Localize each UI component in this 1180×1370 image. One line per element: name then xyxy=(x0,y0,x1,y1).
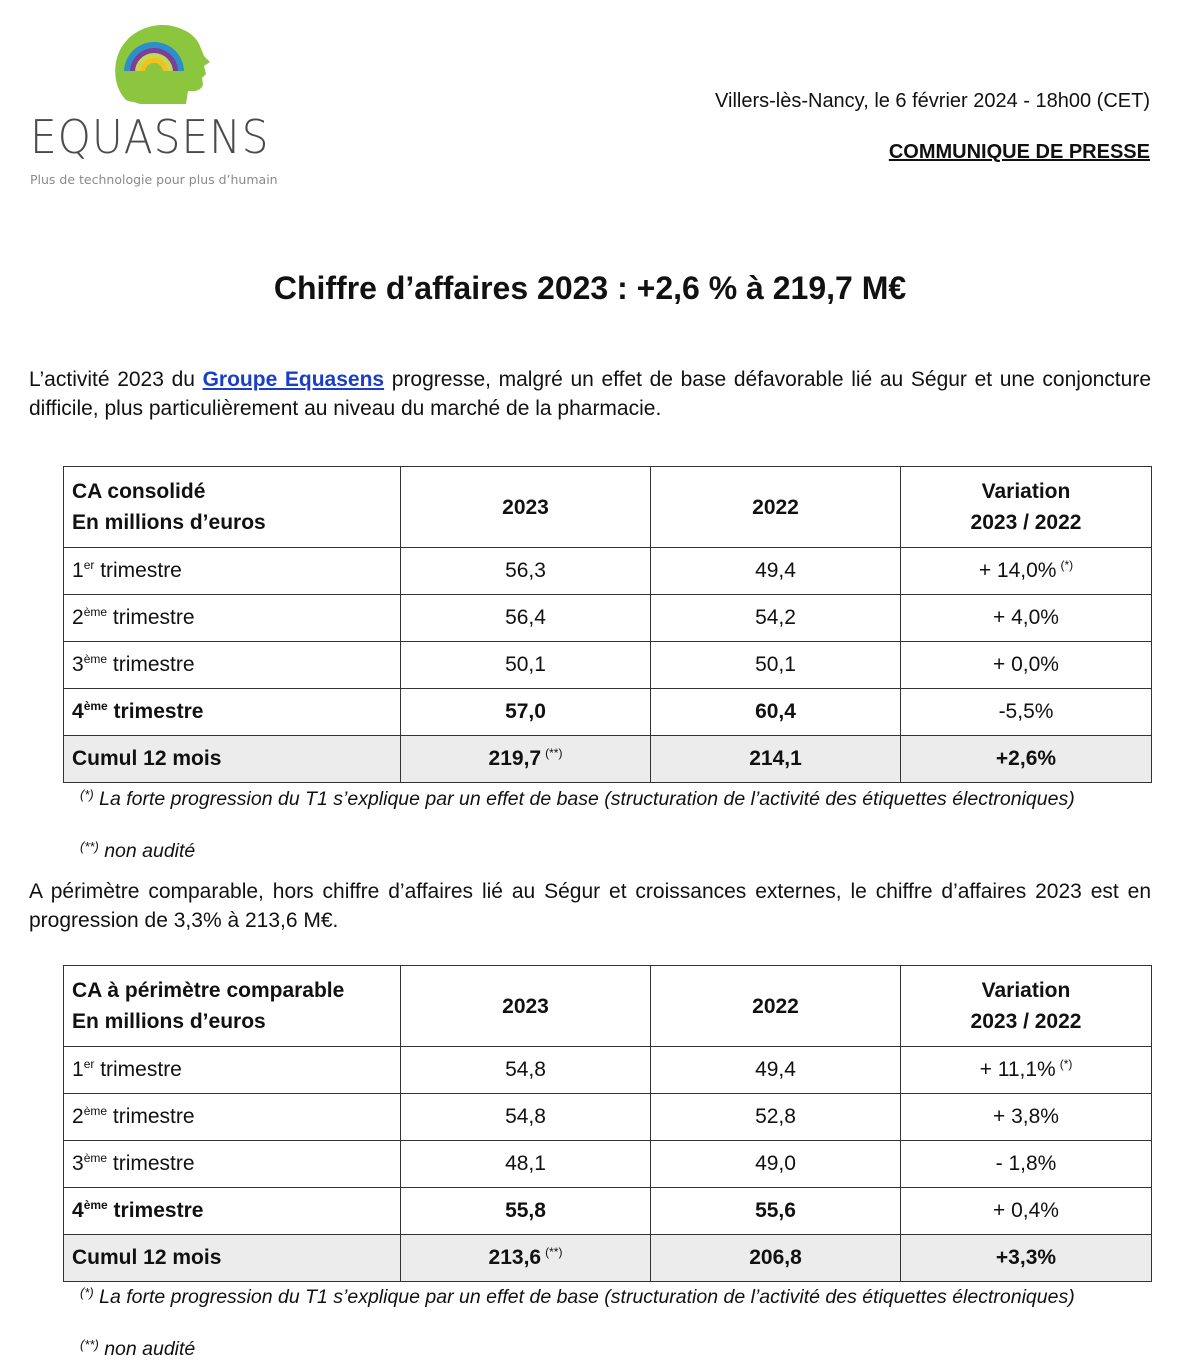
value-2023: 56,4 xyxy=(401,595,651,642)
table-header-row xyxy=(64,467,1152,548)
value-2022: 52,8 xyxy=(651,1094,901,1141)
press-release-label: COMMUNIQUE DE PRESSE xyxy=(888,141,1150,163)
dateline: Villers-lès-Nancy, le 6 février 2024 - 18h00 (CET) xyxy=(715,90,1150,112)
table-row xyxy=(64,1141,1152,1188)
page-title: Chiffre d’affaires 2023 : +2,6 % à 219,7 M€ xyxy=(273,270,907,306)
table-row xyxy=(64,642,1152,689)
value-2022: 50,1 xyxy=(651,642,901,689)
footnote-t1: (*) La forte progression du T1 s’explique par un effet de base (structuration de l’activité des étiquettes électroniques) xyxy=(80,1285,1075,1308)
row-label: 1er trimestre xyxy=(64,548,401,595)
row-label: 4ème trimestre xyxy=(64,1188,401,1235)
table-row xyxy=(64,548,1152,595)
table-header-row xyxy=(64,966,1152,1047)
value-variation: -5,5% xyxy=(901,689,1152,736)
comparable-scope-paragraph: A périmètre comparable, hors chiffre d’affaires lié au Ségur et croissances externes, le chiffre d’affaires 2023 est en progression de 3,3% à 213,6 M€. xyxy=(29,880,1151,932)
total-label: Cumul 12 mois xyxy=(64,1235,401,1282)
total-2022: 214,1 xyxy=(651,736,901,783)
consolidated-revenue-table xyxy=(63,466,1152,783)
value-variation: - 1,8% xyxy=(901,1141,1152,1188)
logo-tagline: Plus de technologie pour plus d’humain xyxy=(30,172,278,187)
value-2023: 50,1 xyxy=(401,642,651,689)
footnote-not-audited: (**) non audité xyxy=(80,1337,196,1360)
value-variation: + 4,0% xyxy=(901,595,1152,642)
label-column-header: CA consolidé En millions d’euros xyxy=(64,467,401,548)
value-2022: 49,4 xyxy=(651,548,901,595)
total-variation: +3,3% xyxy=(901,1235,1152,1282)
total-row xyxy=(64,1235,1152,1282)
total-2023: 213,6 (**) xyxy=(401,1235,651,1282)
column-header-2023: 2023 xyxy=(401,467,651,548)
value-variation: + 14,0% (*) xyxy=(901,548,1152,595)
value-2023: 54,8 xyxy=(401,1047,651,1094)
comparable-revenue-table xyxy=(63,965,1152,1282)
row-label: 2ème trimestre xyxy=(64,595,401,642)
value-2022: 60,4 xyxy=(651,689,901,736)
total-2023: 219,7 (**) xyxy=(401,736,651,783)
total-label: Cumul 12 mois xyxy=(64,736,401,783)
column-header-2022: 2022 xyxy=(651,467,901,548)
table-row xyxy=(64,1047,1152,1094)
column-header-2023: 2023 xyxy=(401,966,651,1047)
value-2022: 49,4 xyxy=(651,1047,901,1094)
value-2023: 56,3 xyxy=(401,548,651,595)
footnote-t1: (*) La forte progression du T1 s’explique par un effet de base (structuration de l’activité des étiquettes électroniques) xyxy=(80,787,1075,810)
row-label: 1er trimestre xyxy=(64,1047,401,1094)
column-header-variation: Variation 2023 / 2022 xyxy=(901,467,1152,548)
table-row xyxy=(64,1188,1152,1235)
company-logo xyxy=(28,22,288,192)
value-2022: 54,2 xyxy=(651,595,901,642)
value-variation: + 0,0% xyxy=(901,642,1152,689)
intro-paragraph: L’activité 2023 du Groupe Equasens progresse, malgré un effet de base défavorable lié au Ségur et une conjoncture difficile, plus particulièrement au niveau du marché de la pharmacie. xyxy=(29,368,1151,420)
table-row xyxy=(64,1094,1152,1141)
value-2023: 55,8 xyxy=(401,1188,651,1235)
total-row xyxy=(64,736,1152,783)
value-variation: + 11,1% (*) xyxy=(901,1047,1152,1094)
table-row xyxy=(64,689,1152,736)
value-2023: 48,1 xyxy=(401,1141,651,1188)
value-2023: 54,8 xyxy=(401,1094,651,1141)
total-2022: 206,8 xyxy=(651,1235,901,1282)
value-variation: + 0,4% xyxy=(901,1188,1152,1235)
head-profile-icon xyxy=(106,22,216,108)
value-2023: 57,0 xyxy=(401,689,651,736)
value-variation: + 3,8% xyxy=(901,1094,1152,1141)
row-label: 3ème trimestre xyxy=(64,1141,401,1188)
table-row xyxy=(64,595,1152,642)
row-label: 3ème trimestre xyxy=(64,642,401,689)
value-2022: 49,0 xyxy=(651,1141,901,1188)
label-column-header: CA à périmètre comparable En millions d’euros xyxy=(64,966,401,1047)
groupe-equasens-link[interactable]: Groupe Equasens xyxy=(202,368,385,391)
logo-wordmark: EQUASENS xyxy=(30,110,270,164)
column-header-2022: 2022 xyxy=(651,966,901,1047)
value-2022: 55,6 xyxy=(651,1188,901,1235)
row-label: 4ème trimestre xyxy=(64,689,401,736)
total-variation: +2,6% xyxy=(901,736,1152,783)
row-label: 2ème trimestre xyxy=(64,1094,401,1141)
footnote-not-audited: (**) non audité xyxy=(80,839,196,862)
column-header-variation: Variation 2023 / 2022 xyxy=(901,966,1152,1047)
